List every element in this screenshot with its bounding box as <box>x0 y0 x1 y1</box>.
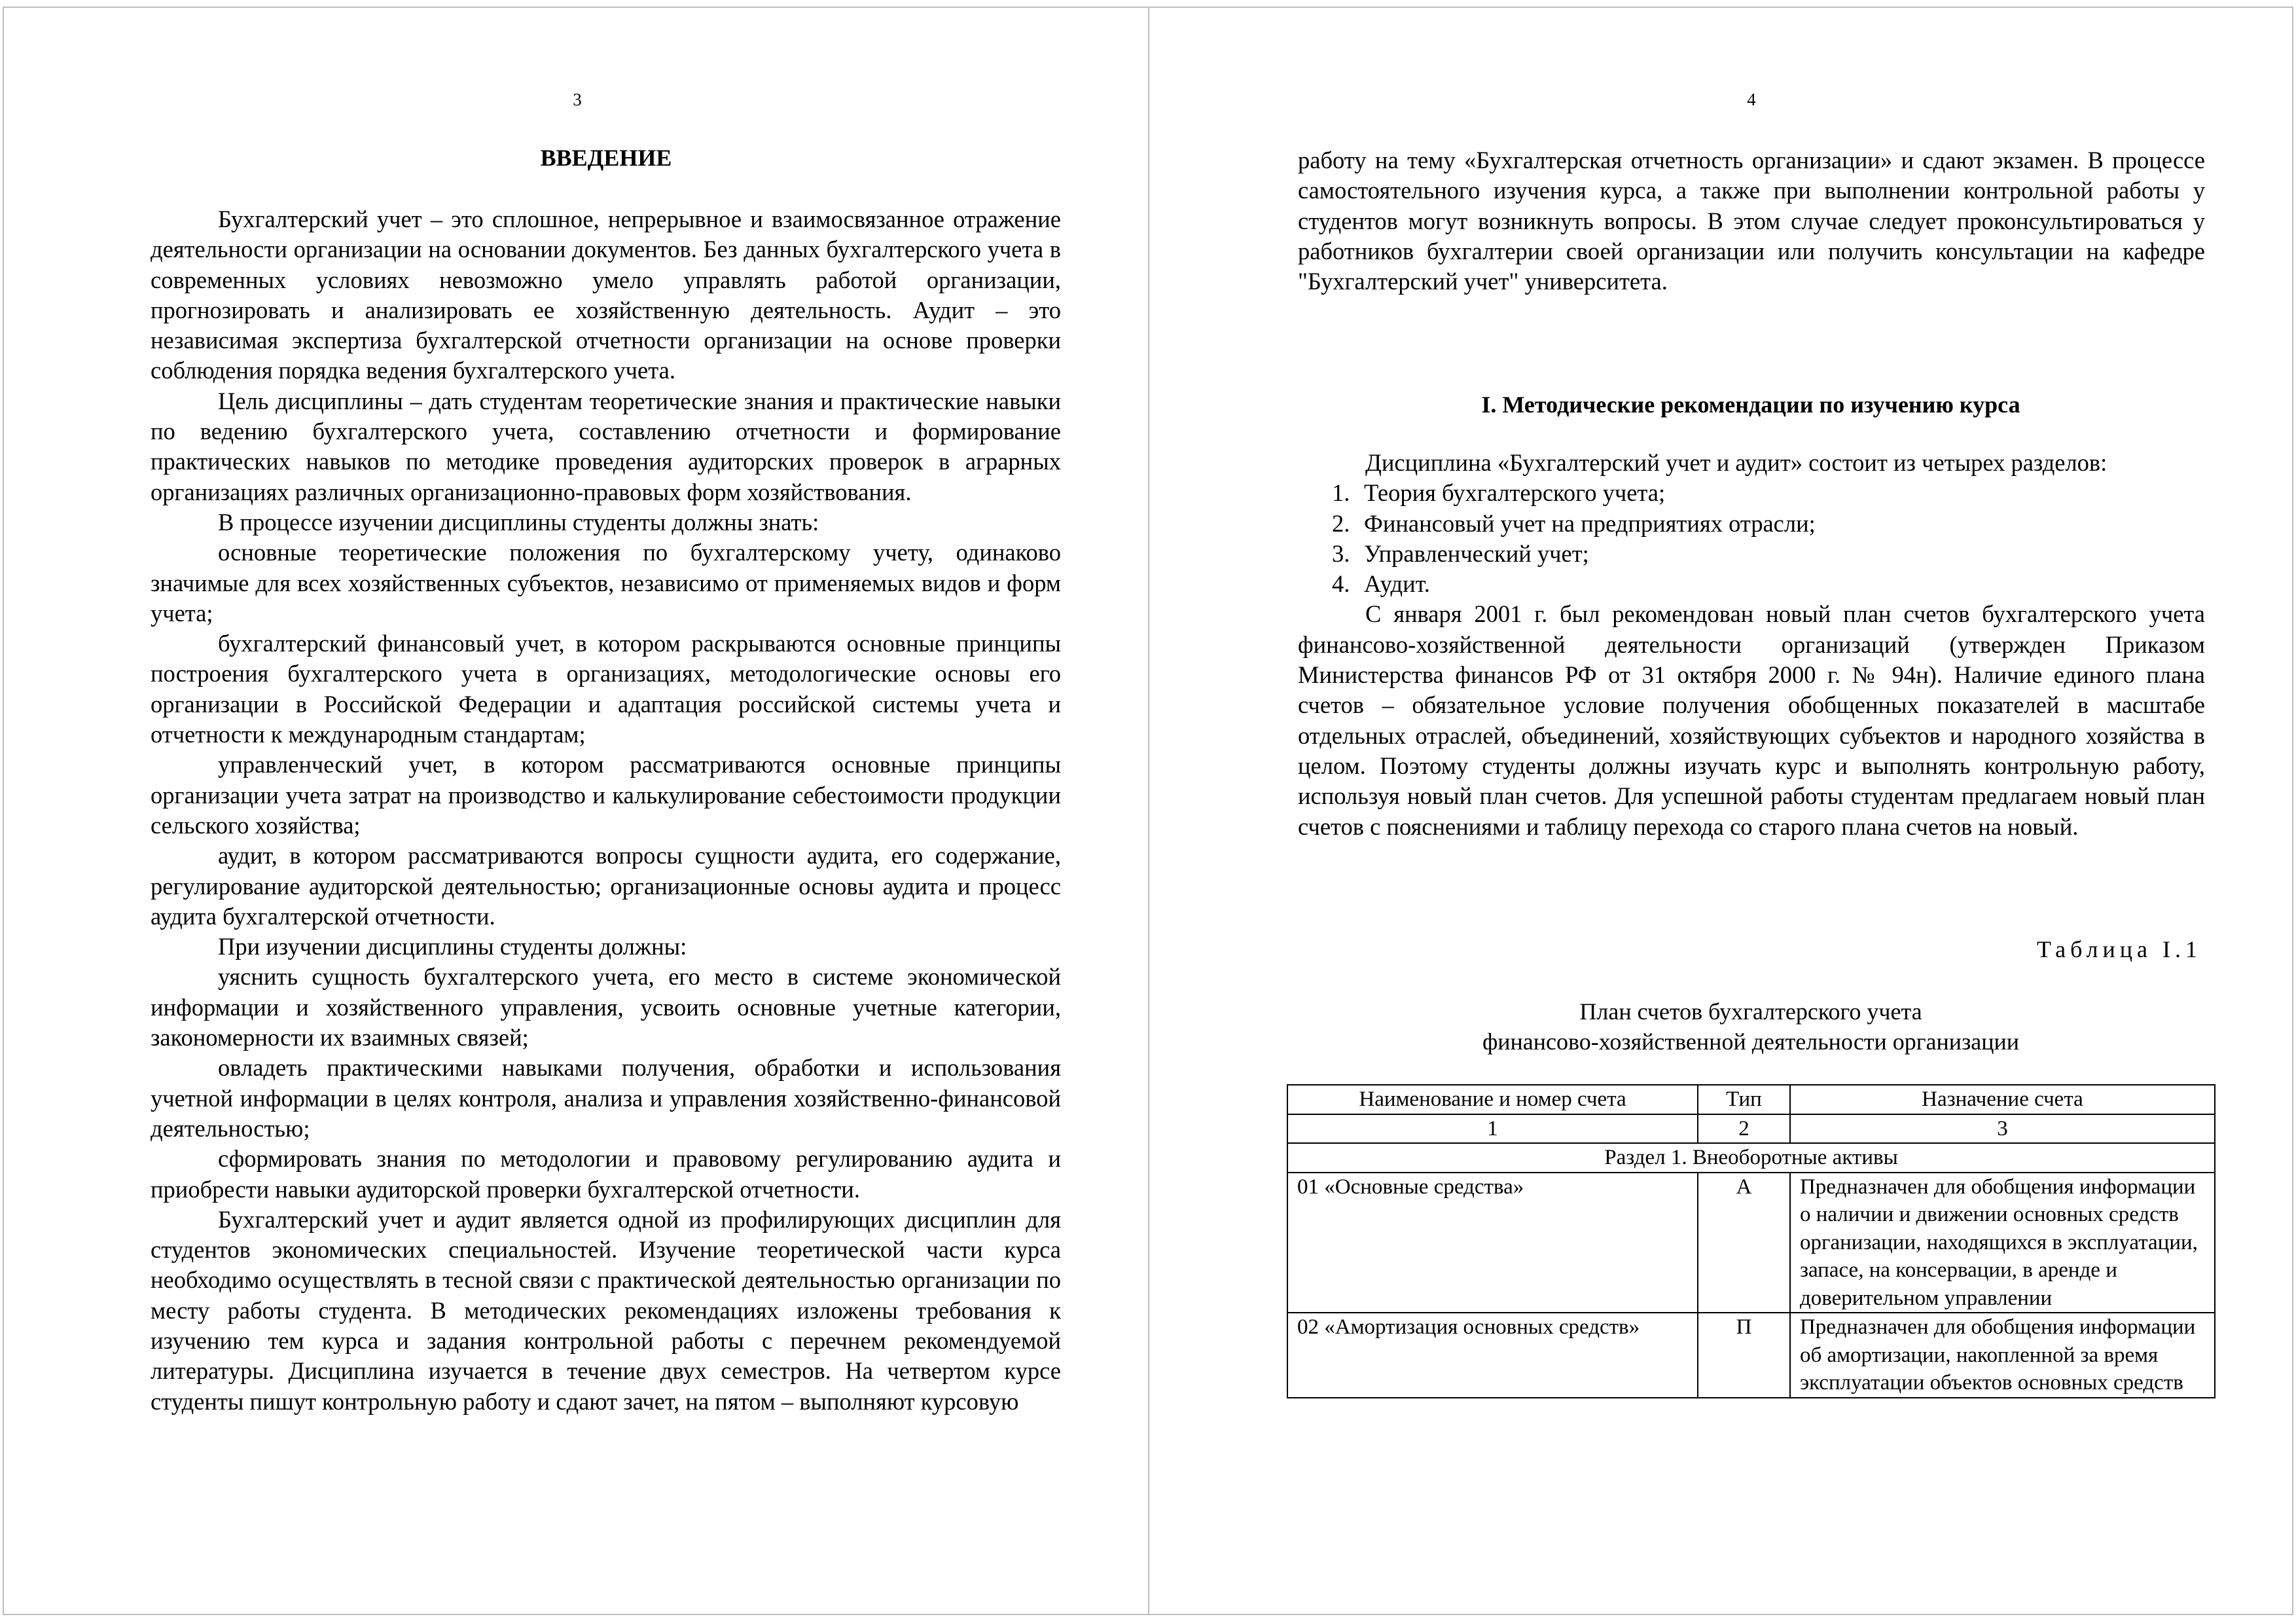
table-row <box>1287 1313 2215 1398</box>
account-purpose: Предназначен для обобщения информации о наличии и движении основных средств организации, находящихся в эксплуатации, запасе, на консервации, в аренде и доверительном управлении <box>1790 1173 2215 1313</box>
paragraph: В процессе изучении дисциплины студенты должны знать: <box>218 508 819 536</box>
list-item <box>1298 539 2205 569</box>
paragraph: Дисциплина «Бухгалтерский учет и аудит» состоит из четырех разделов: <box>1365 449 2108 476</box>
table-label: Таблица I.1 <box>2037 936 2202 962</box>
continuation-text <box>1298 145 2205 297</box>
page-number: 3 <box>573 90 582 109</box>
table-header: Назначение счета <box>1790 1085 2215 1114</box>
left-page <box>3 7 1149 1615</box>
paragraph: управленческий учет, в котором рассматриваются основные принципы организации учета затрат на производство и калькулирование себестоимости продукции сельского хозяйства; <box>151 751 1061 839</box>
column-number: 1 <box>1287 1114 1698 1144</box>
account-type: П <box>1698 1313 1790 1398</box>
section-row <box>1287 1143 2215 1173</box>
paragraph: сформировать знания по методологии и правовому регулированию аудита и приобрести навыки аудиторской проверки бухгалтерской отчетности. <box>151 1145 1061 1203</box>
paragraph: Бухгалтерский учет – это сплошное, непрерывное и взаимосвязанное отражение деятельности организации на основании документов. Без данных бухгалтерского учета в современных условиях невозможно умело управлять работой организации, прогнозировать и анализировать ее хозяйственную деятельность. Аудит – это независимая экспертиза бухгалтерской отчетности организации на основе проверки соблюдения порядка ведения бухгалтерского учета. <box>151 206 1061 384</box>
paragraph: работу на тему «Бухгалтерская отчетность организации» и сдают экзамен. В процессе самостоятельного изучения курса, а также при выполнении контрольной работы у студентов могут возникнуть вопросы. В этом случае следует проконсультироваться у работников бухгалтерии своей организации или получить консультации на кафедре "Бухгалтерский учет" университета. <box>1298 147 2205 295</box>
list-text: Управленческий учет; <box>1364 539 1589 567</box>
list-number: 4. <box>1332 570 1350 598</box>
right-page <box>1148 7 2293 1615</box>
methodology-text <box>1298 448 2205 842</box>
account-name: 01 «Основные средства» <box>1287 1173 1698 1313</box>
column-number: 3 <box>1790 1114 2215 1144</box>
intro-text <box>151 204 1061 1417</box>
table-header: Наименование и номер счета <box>1287 1085 1698 1114</box>
accounts-table <box>1287 1084 2215 1398</box>
paragraph: уяснить сущность бухгалтерского учета, его место в системе экономической информации и хозяйственного управления, усвоить основные учетные категории, закономерности их взаимных связей; <box>151 963 1061 1051</box>
paragraph: С января 2001 г. был рекомендован новый план счетов бухгалтерского учета финансово-хозяйственной деятельности организаций (утвержден Приказом Министерства финансов РФ от 31 октября 2000 г. № 94н). Наличие единого плана счетов – обязательное условие получения обобщенных показателей в масштабе отдельных отраслей, объединений, хозяйствующих субъектов и народного хозяйства в целом. Поэтому студенты должны изучать курс и выполнять контрольную работу, используя новый план счетов. Для успешной работы студентам предлагаем новый план счетов с пояснениями и таблицу перехода со старого плана счетов на новый. <box>1298 600 2205 840</box>
table-caption-line: План счетов бухгалтерского учета <box>1579 998 1922 1025</box>
account-name: 02 «Амортизация основных средств» <box>1287 1313 1698 1398</box>
paragraph: бухгалтерский финансовый учет, в котором раскрываются основные принципы построения бухгалтерского учета в организациях, методологические основы его организации в Российской Федерации и адаптация российской системы учета и отчетности к международным стандартам; <box>151 630 1061 748</box>
paragraph: Цель дисциплины – дать студентам теоретические знания и практические навыки по ведению бухгалтерского учета, составлению отчетности и формирование практических навыков по методике проведения аудиторских проверок в аграрных организациях различных организационно-правовых форм хозяйствования. <box>151 387 1061 505</box>
paragraph: основные теоретические положения по бухгалтерскому учету, одинаково значимые для всех хозяйственных субъектов, независимо от применяемых видов и форм учета; <box>151 539 1061 627</box>
list-item <box>1298 569 2205 599</box>
account-type: А <box>1698 1173 1790 1313</box>
list-text: Теория бухгалтерского учета; <box>1364 479 1666 507</box>
table-header-row <box>1287 1085 2215 1114</box>
list-text: Финансовый учет на предприятиях отрасли; <box>1364 509 1816 537</box>
page-heading: ВВЕДЕНИЕ <box>540 145 672 171</box>
list-number: 2. <box>1332 509 1350 537</box>
table-row <box>1287 1173 2215 1313</box>
table-caption-line: финансово-хозяйственной деятельности организации <box>1482 1029 2020 1055</box>
account-purpose: Предназначен для обобщения информации об амортизации, накопленной за время эксплуатации объектов основных средств <box>1790 1313 2215 1398</box>
paragraph: Бухгалтерский учет и аудит является одной из профилирующих дисциплин для студентов экономических специальностей. Изучение теоретической части курса необходимо осуществлять в тесной связи с практической деятельностью организации по месту работы студента. В методических рекомендациях изложены требования к изучению тем курса и задания контрольной работы с перечнем рекомендуемой литературы. Дисциплина изучается в течение двух семестров. На четвертом курсе студенты пишут контрольную работу и сдают зачет, на пятом – выполняют курсовую <box>151 1205 1061 1415</box>
list-item <box>1298 478 2205 508</box>
list-number: 3. <box>1332 539 1350 567</box>
table-caption <box>1149 996 2296 1057</box>
list-item <box>1298 509 2205 539</box>
section-heading: I. Методические рекомендации по изучению курса <box>1481 392 2020 418</box>
paragraph: овладеть практическими навыками получения, обработки и использования учетной информации в целях контроля, анализа и управления хозяйственно-финансовой деятельностью; <box>151 1054 1061 1142</box>
paragraph: При изучении дисциплины студенты должны: <box>218 933 687 960</box>
table-header: Тип <box>1698 1085 1790 1114</box>
column-number-row <box>1287 1114 2215 1144</box>
page-number: 4 <box>1747 90 1756 109</box>
list-text: Аудит. <box>1364 570 1430 598</box>
section-title: Раздел 1. Внеоборотные активы <box>1287 1143 2215 1173</box>
column-number: 2 <box>1698 1114 1790 1144</box>
list-number: 1. <box>1332 479 1350 507</box>
paragraph: аудит, в котором рассматриваются вопросы сущности аудита, его содержание, регулирование аудиторской деятельностью; организационные основы аудита и процесс аудита бухгалтерской отчетности. <box>151 842 1061 930</box>
sections-list <box>1298 478 2205 599</box>
